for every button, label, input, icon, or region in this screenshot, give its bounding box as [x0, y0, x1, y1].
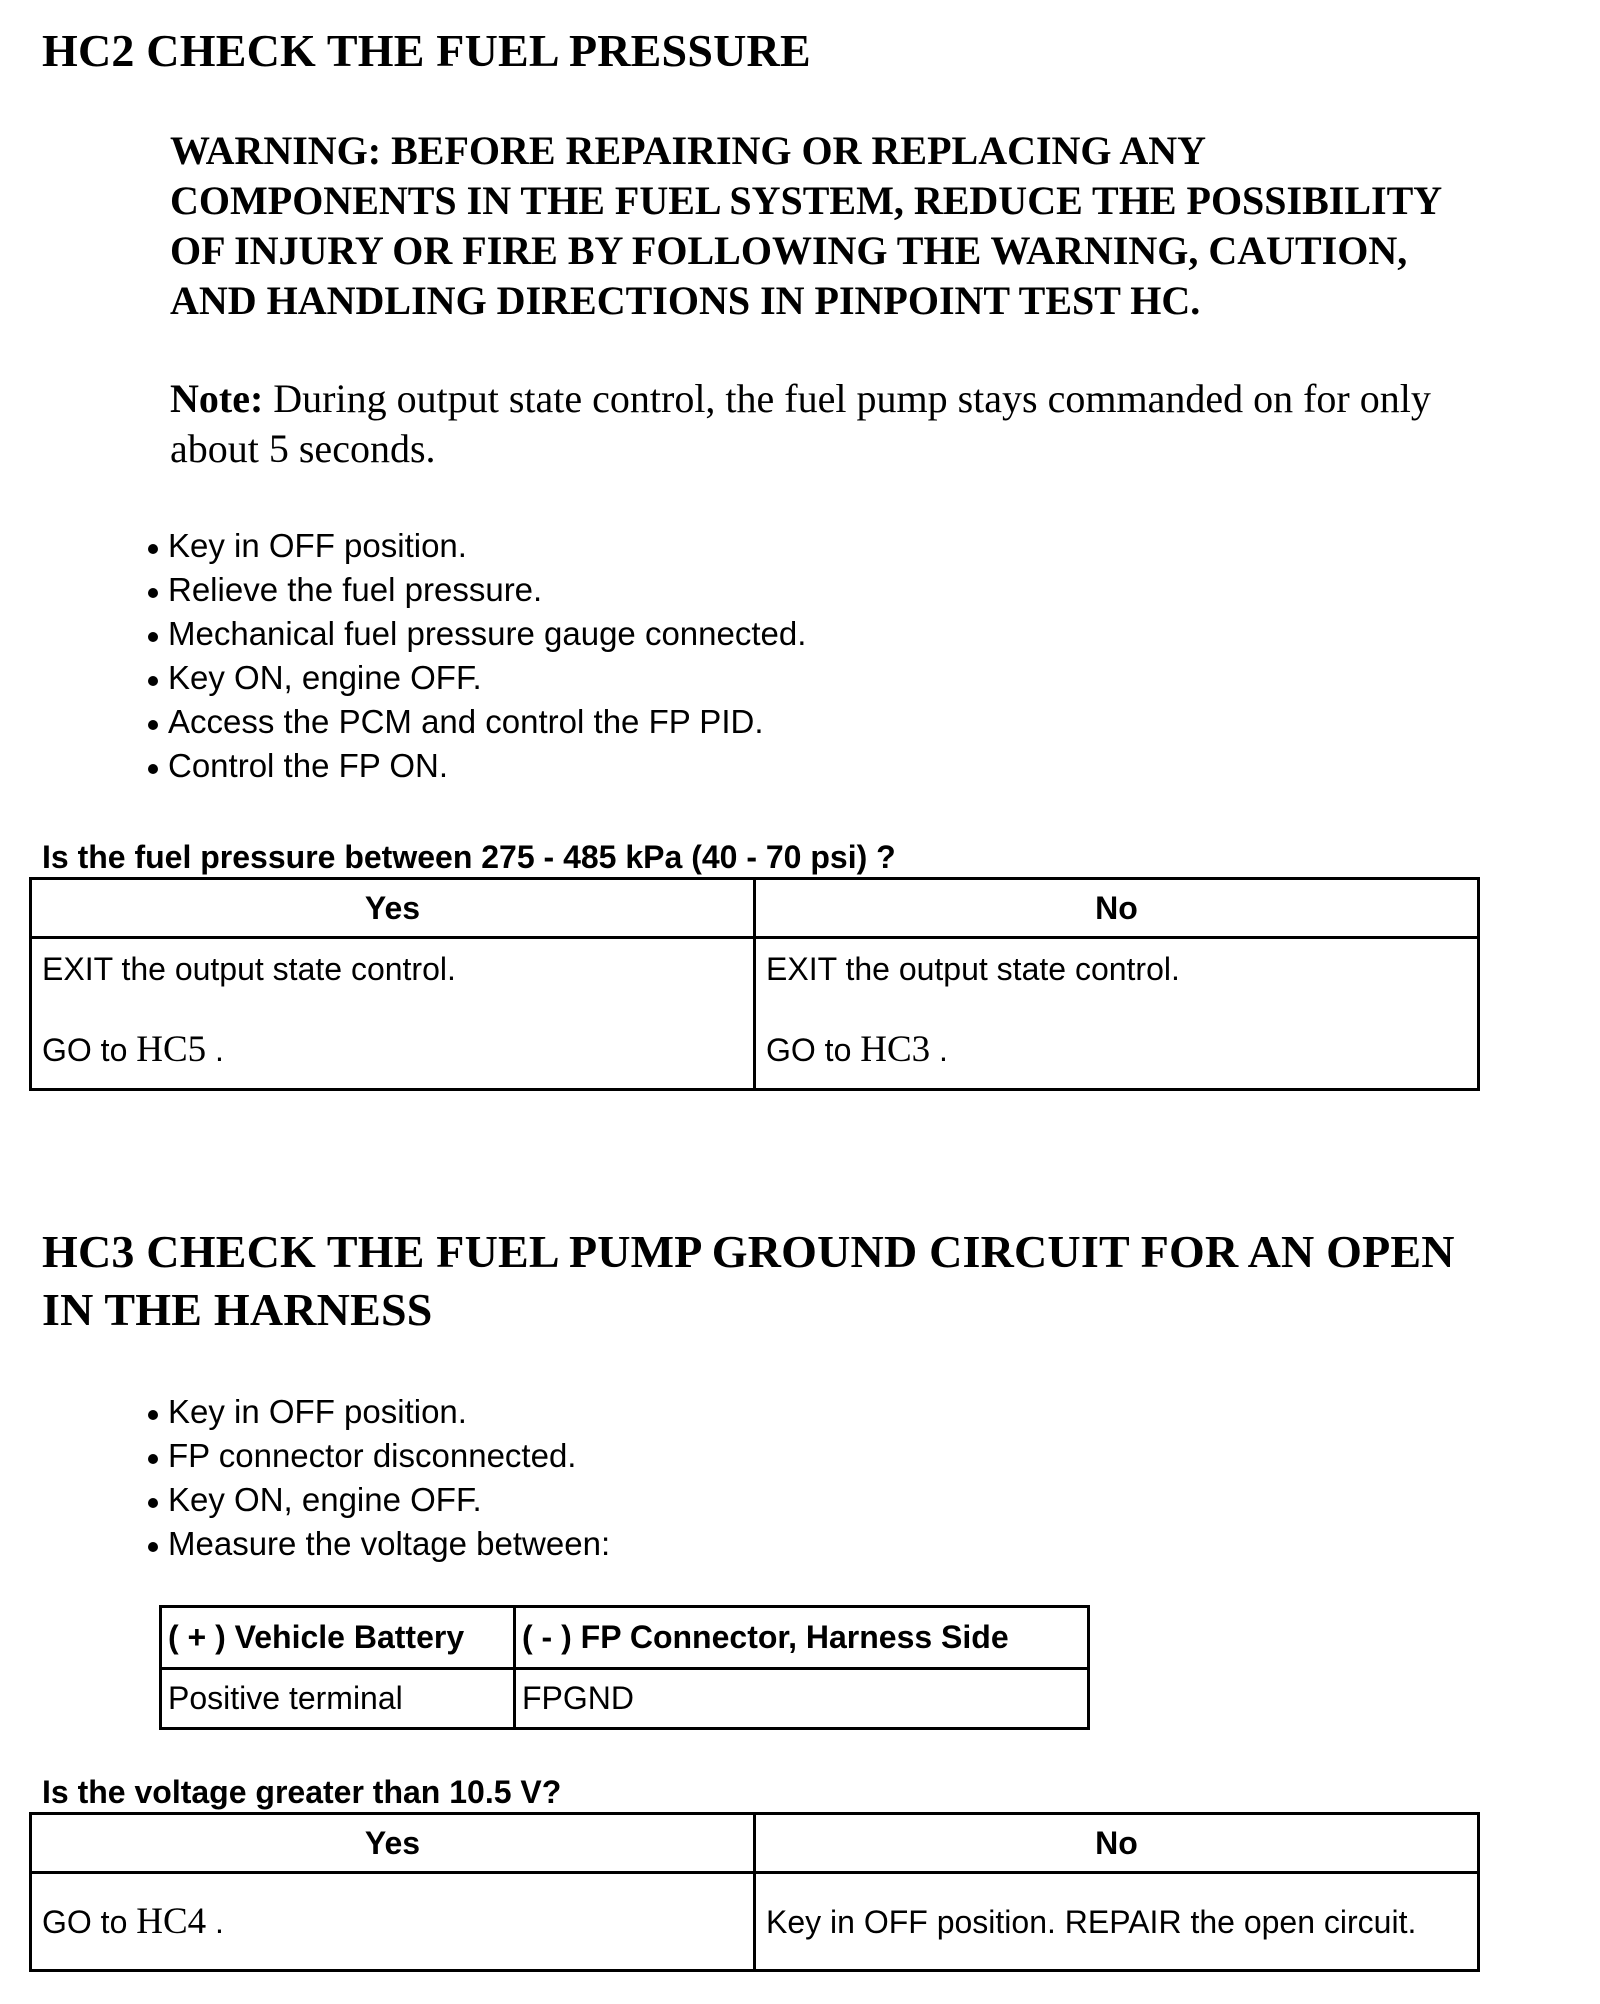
list-item: Key in OFF position.	[146, 524, 806, 568]
go-to-label: GO to	[42, 1904, 128, 1940]
list-item: Key ON, engine OFF.	[146, 656, 806, 700]
measure-header: ( - ) FP Connector, Harness Side	[515, 1607, 1089, 1669]
go-to-label: GO to	[42, 1032, 128, 1068]
no-header: No	[755, 879, 1479, 938]
hc4-link[interactable]: HC4	[136, 1901, 207, 1942]
warning-line: AND HANDLING DIRECTIONS IN PINPOINT TEST HC.	[170, 278, 1201, 323]
yes-header: Yes	[31, 1814, 755, 1873]
go-to-label: GO to	[766, 1032, 852, 1068]
warning-line: COMPONENTS IN THE FUEL SYSTEM, REDUCE THE POSSIBILITY	[170, 178, 1443, 223]
hc5-link[interactable]: HC5	[136, 1029, 207, 1070]
yes-cell: EXIT the output state control. GO to HC5 .	[31, 938, 755, 1090]
list-item: Access the PCM and control the FP PID.	[146, 700, 806, 744]
note-label: Note:	[170, 376, 264, 421]
hc2-heading: HC2 CHECK THE FUEL PRESSURE	[42, 25, 811, 76]
hc3-decision-table	[29, 1812, 1480, 1972]
hc3-heading-line: HC3 CHECK THE FUEL PUMP GROUND CIRCUIT FOR AN OPEN	[42, 1226, 1455, 1277]
hc3-heading	[42, 1223, 1455, 1339]
list-item: Key ON, engine OFF.	[146, 1478, 610, 1522]
no-header: No	[755, 1814, 1479, 1873]
note-text: During output state control, the fuel pump stays commanded on for only	[273, 376, 1431, 421]
list-item: Mechanical fuel pressure gauge connected.	[146, 612, 806, 656]
yes-header: Yes	[31, 879, 755, 938]
hc3-heading-line: IN THE HARNESS	[42, 1284, 433, 1335]
no-cell: EXIT the output state control. GO to HC3 .	[755, 938, 1479, 1090]
warning-line: WARNING: BEFORE REPAIRING OR REPLACING ANY	[170, 128, 1206, 173]
measure-header: ( + ) Vehicle Battery	[161, 1607, 515, 1669]
hc2-question: Is the fuel pressure between 275 - 485 kPa (40 - 70 psi) ?	[42, 839, 896, 875]
hc3-question: Is the voltage greater than 10.5 V?	[42, 1774, 562, 1810]
list-item: Key in OFF position.	[146, 1390, 610, 1434]
warning-line: OF INJURY OR FIRE BY FOLLOWING THE WARNING, CAUTION,	[170, 228, 1408, 273]
measure-cell: FPGND	[515, 1669, 1089, 1729]
measure-cell: Positive terminal	[161, 1669, 515, 1729]
hc3-steps	[146, 1390, 610, 1566]
hc2-warning	[170, 126, 1442, 326]
yes-cell: GO to HC4 .	[31, 1873, 755, 1971]
hc3-measure-table	[159, 1605, 1090, 1730]
hc3-link[interactable]: HC3	[860, 1029, 931, 1070]
no-cell: Key in OFF position. REPAIR the open circuit.	[755, 1873, 1479, 1971]
hc2-decision-table	[29, 877, 1480, 1091]
list-item: Relieve the fuel pressure.	[146, 568, 806, 612]
no-action: EXIT the output state control.	[766, 951, 1180, 987]
hc2-note	[170, 374, 1431, 474]
hc2-steps	[146, 524, 806, 788]
yes-action: EXIT the output state control.	[42, 951, 456, 987]
list-item: FP connector disconnected.	[146, 1434, 610, 1478]
list-item: Control the FP ON.	[146, 744, 806, 788]
list-item: Measure the voltage between:	[146, 1522, 610, 1566]
note-text-cont: about 5 seconds.	[170, 426, 436, 471]
